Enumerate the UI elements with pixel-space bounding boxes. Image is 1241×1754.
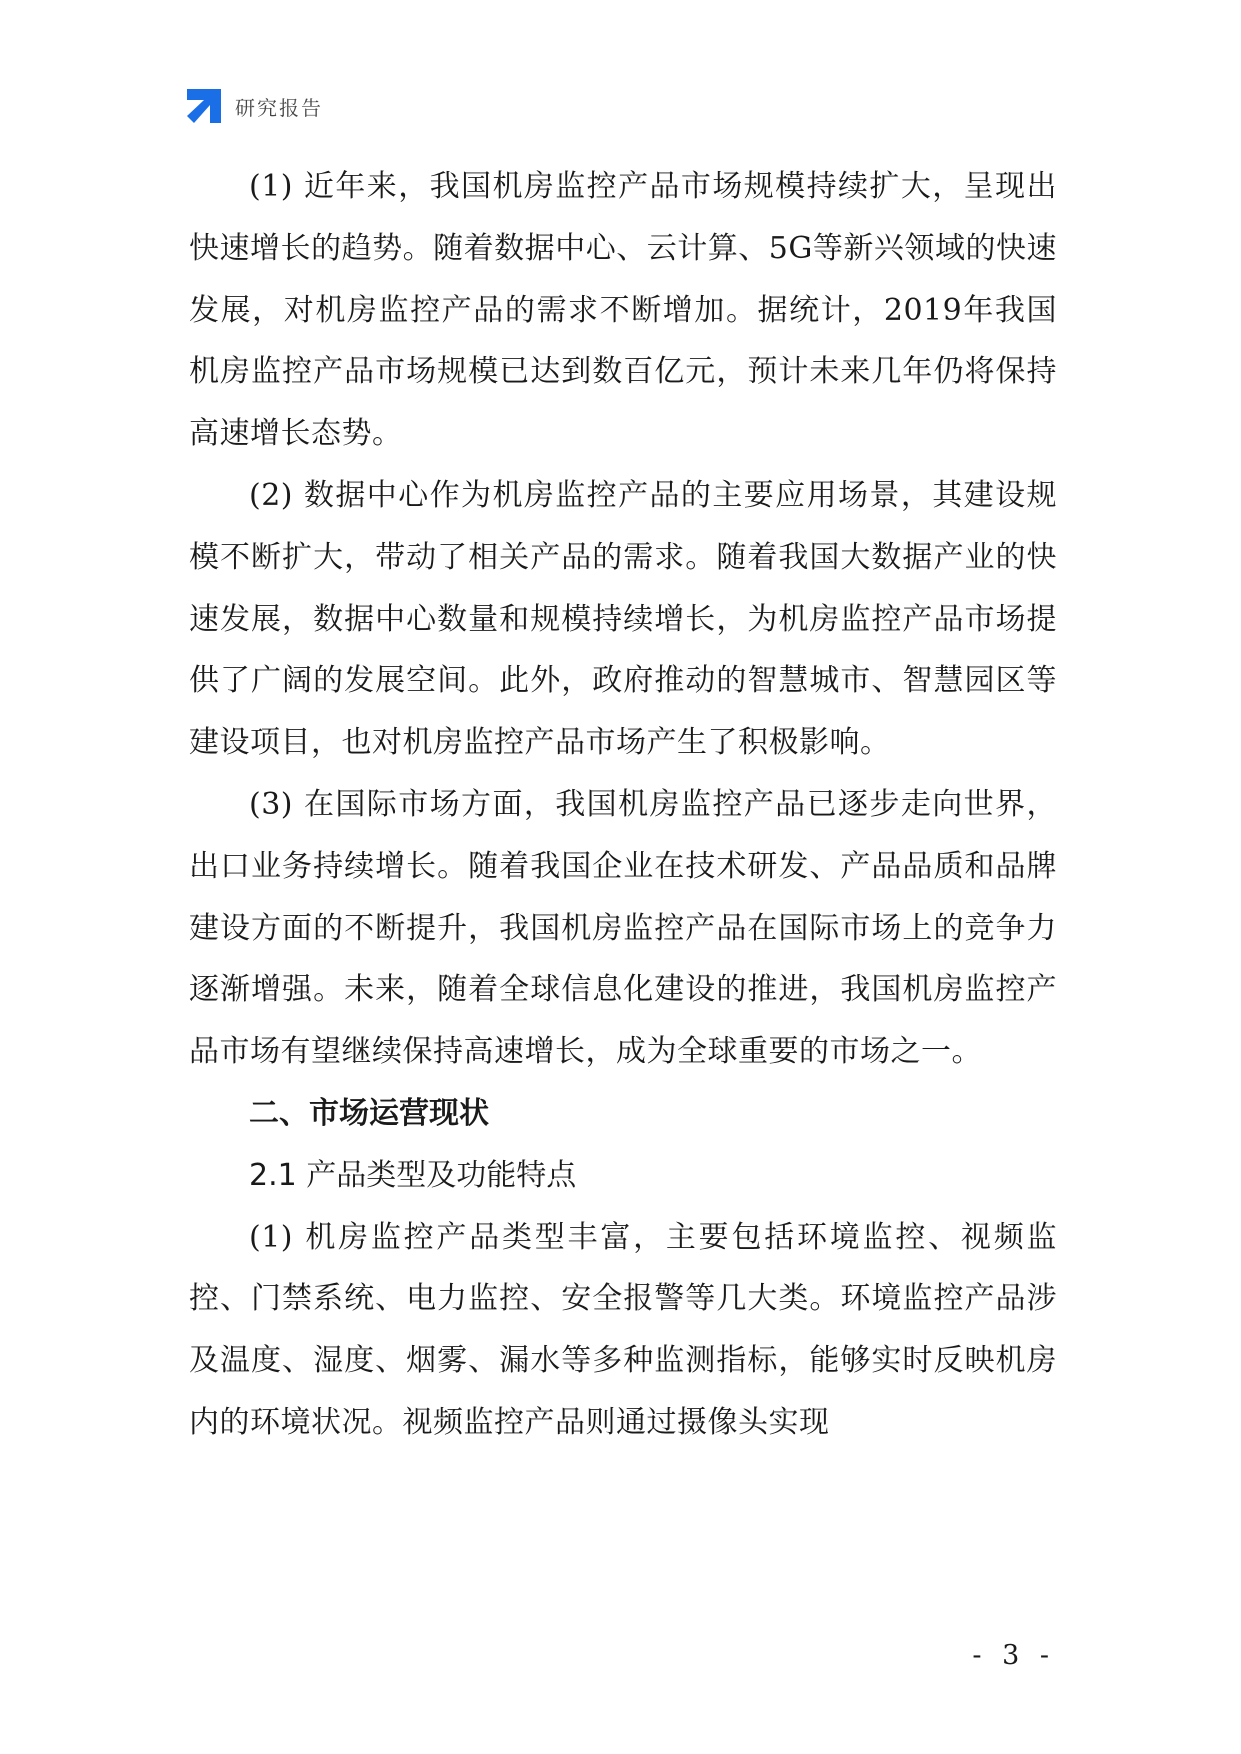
subsection-heading: 2.1 产品类型及功能特点 — [249, 1157, 577, 1193]
page-number: - 3 - — [972, 1640, 1055, 1671]
brand-arrow-icon — [187, 89, 221, 123]
section-heading: 二、市场运营现状 — [249, 1095, 489, 1131]
paragraph-3: (3) 在国际市场方面，我国机房监控产品已逐步走向世界，出口业务持续增长。随着我国企业在技术研发、产品品质和品牌建设方面的不断提升，我国机房监控产品在国际市场上的竞争力逐渐增强。未来，随着全球信息化建设的推进，我国机房监控产品市场有望继续保持高速增长，成为全球重要的市场之一。 — [189, 786, 1057, 1070]
paragraph-4: (1) 机房监控产品类型丰富，主要包括环境监控、视频监控、门禁系统、电力监控、安全报警等几大类。环境监控产品涉及温度、湿度、烟雾、漏水等多种监测指标，能够实时反映机房内的环境状况。视频监控产品则通过摄像头实现 — [189, 1219, 1057, 1440]
document-header — [187, 88, 323, 124]
paragraph-2: (2) 数据中心作为机房监控产品的主要应用场景，其建设规模不断扩大，带动了相关产品的需求。随着我国大数据产业的快速发展，数据中心数量和规模持续增长，为机房监控产品市场提供了广阔的发展空间。此外，政府推动的智慧城市、智慧园区等建设项目，也对机房监控产品市场产生了积极影响。 — [189, 477, 1057, 761]
paragraph-1: (1) 近年来，我国机房监控产品市场规模持续扩大，呈现出快速增长的趋势。随着数据中心、云计算、5G等新兴领域的快速发展，对机房监控产品的需求不断增加。据统计，2019年我国机房监控产品市场规模已达到数百亿元，预计未来几年仍将保持高速增长态势。 — [189, 169, 1057, 452]
document-body — [189, 156, 1057, 1454]
header-title: 研究报告 — [235, 95, 323, 120]
